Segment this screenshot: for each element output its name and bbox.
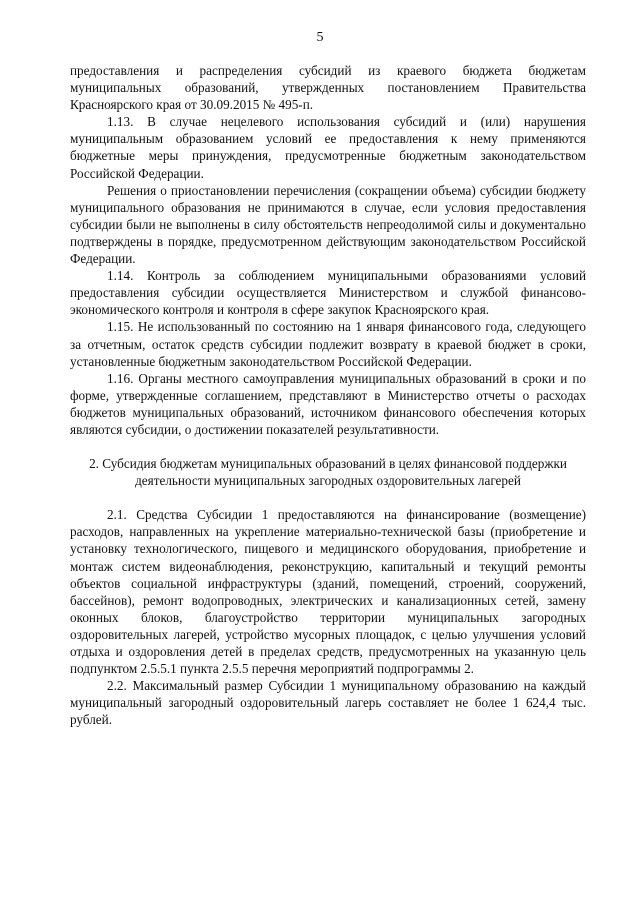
paragraph-2-2: 2.2. Максимальный размер Субсидии 1 муниципальному образованию на каждый муниципальный загородный оздоровительный лагерь составляет не более 1 624,4 тыс. рублей. xyxy=(70,678,586,728)
paragraph-1-16: 1.16. Органы местного самоуправления муниципальных образований в сроки и по форме, утвержденные соглашением, представляют в Министерство отчеты о расходах бюджетов муниципальных образований, источником финансового обеспечения которых являются субсидии, о достижении показателей результативности. xyxy=(70,370,586,437)
paragraph-1-13-decisions: Решения о приостановлении перечисления (сокращении объема) субсидии бюджету муниципального образования не принимаются в случае, если условия предоставления субсидии были не выполнены в силу обстоятельств непреодолимой силы и документально подтверждены в порядке, предусмотренном действующим законодательством Российской Федерации. xyxy=(70,182,586,267)
paragraph-continuation: предоставления и распределения субсидий из краевого бюджета бюджетам муниципальных образований, утвержденных постановлением Правительства Красноярского края от 30.09.2015 № 495-п. xyxy=(70,63,586,113)
paragraph-1-14: 1.14. Контроль за соблюдением муниципальными образованиями условий предоставления субсидии осуществляется Министерством и службой финансово-экономического контроля и контроля в сфере закупок Красноярского края. xyxy=(70,268,586,318)
document-body xyxy=(70,62,586,728)
paragraph-1-13: 1.13. В случае нецелевого использования субсидий и (или) нарушения муниципальным образованием условий ее предоставления к нему применяются бюджетные меры принуждения, предусмотренные бюджетным законодательством Российской Федерации. xyxy=(70,114,586,181)
paragraph-2-1: 2.1. Средства Субсидии 1 предоставляются на финансирование (возмещение) расходов, направленных на укрепление материально-технической базы (приобретение и установку технологического, пищевого и медицинского оборудования, приобретение и монтаж систем видеонаблюдения, реконструкцию, капитальный и текущий ремонты объектов социальной инфраструктуры (зданий, помещений, строений, сооружений, бассейнов), ремонт водопроводных, электрических и канализационных сетей, замену оконных блоков, благоустройство территории муниципальных загородных оздоровительных лагерей, устройство мусорных площадок, с целью улучшения условий отдыха и оздоровления детей в пределах средств, предусмотренных на указанную цель подпунктом 2.5.5.1 пункта 2.5.5 перечня мероприятий подпрограммы 2. xyxy=(70,507,586,677)
paragraph-1-15: 1.15. Не использованный по состоянию на 1 января финансового года, следующего за отчетным, остаток средств субсидии подлежит возврату в краевой бюджет в сроки, установленные бюджетным законодательством Российской Федерации. xyxy=(70,319,586,369)
section-2-heading: 2. Субсидия бюджетам муниципальных образований в целях финансовой поддержки деятельности муниципальных загородных оздоровительных лагерей xyxy=(89,456,567,489)
page-number: 5 xyxy=(316,30,324,45)
